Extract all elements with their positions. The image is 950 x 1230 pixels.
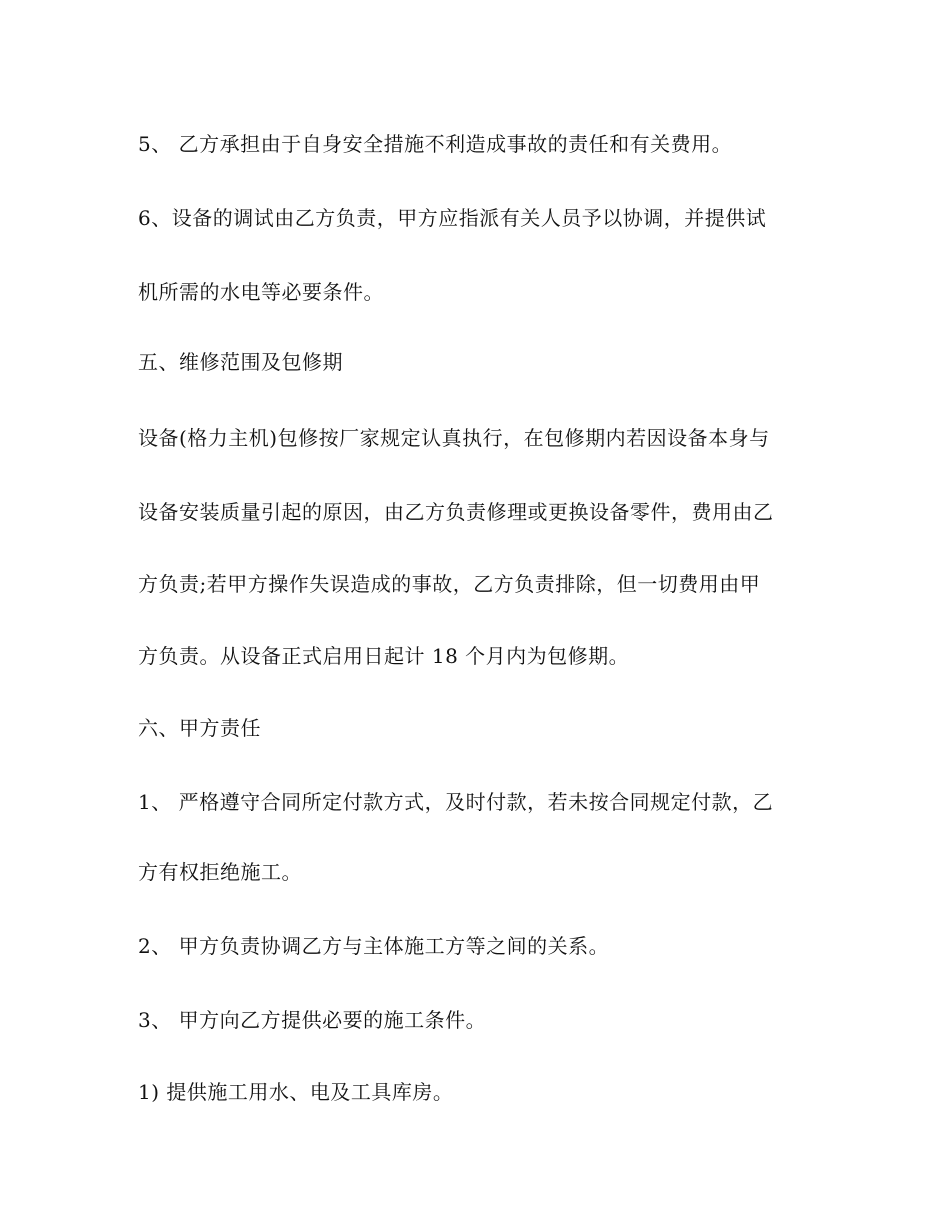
section-heading-5: 五、维修范围及包修期 xyxy=(138,350,343,374)
text-line-duty-1-cont: 方有权拒绝施工。 xyxy=(138,860,302,884)
text-line-duty-3: 3、 甲方向乙方提供必要的施工条件。 xyxy=(138,1008,487,1032)
text-line-duty-1: 1、 严格遵守合同所定付款方式，及时付款，若未按合同规定付款，乙 xyxy=(138,790,774,814)
text-line-warranty-1: 设备(格力主机)包修按厂家规定认真执行，在包修期内若因设备本身与 xyxy=(138,426,770,450)
text-line-clause-6: 6、设备的调试由乙方负责，甲方应指派有关人员予以协调，并提供试 xyxy=(138,206,767,230)
text-line-duty-3-item-1: 1) 提供施工用水、电及工具库房。 xyxy=(138,1080,454,1104)
text-line-warranty-4: 方负责。从设备正式启用日起计 18 个月内为包修期。 xyxy=(138,644,630,668)
text-line-warranty-3: 方负责;若甲方操作失误造成的事故，乙方负责排除，但一切费用由甲 xyxy=(138,572,761,596)
text-line-duty-2: 2、 甲方负责协调乙方与主体施工方等之间的关系。 xyxy=(138,934,610,958)
section-heading-6: 六、甲方责任 xyxy=(138,716,261,740)
text-line-clause-6-cont: 机所需的水电等必要条件。 xyxy=(138,280,384,304)
text-line-clause-5: 5、 乙方承担由于自身安全措施不利造成事故的责任和有关费用。 xyxy=(138,132,733,156)
text-line-warranty-2: 设备安装质量引起的原因，由乙方负责修理或更换设备零件，费用由乙 xyxy=(138,500,774,524)
